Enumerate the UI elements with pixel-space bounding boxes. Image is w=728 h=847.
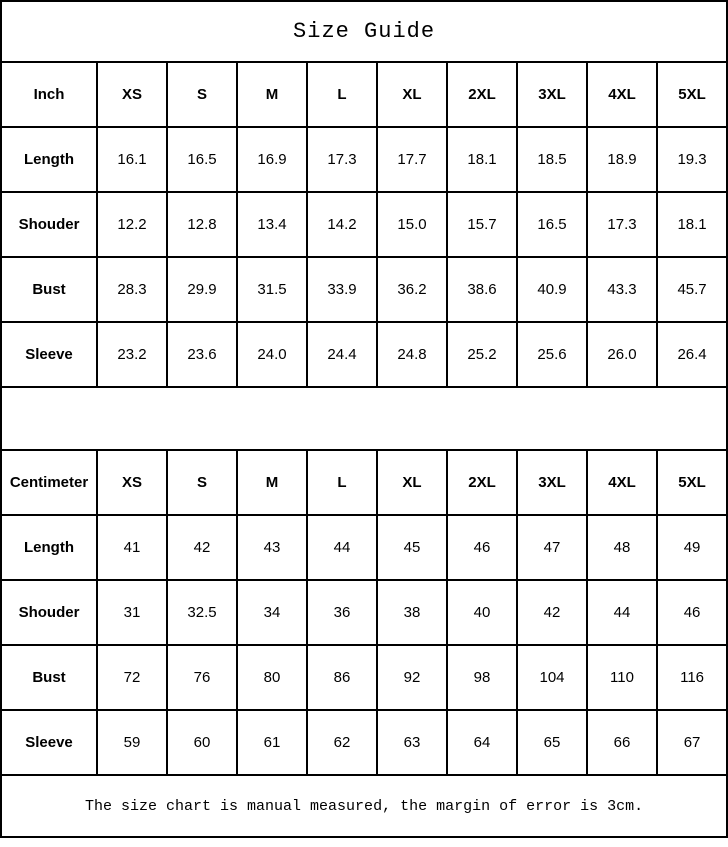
inch-table-row-bust — [1, 257, 727, 322]
value-cell: 14.2 — [307, 192, 377, 257]
cm-table-row-length — [1, 515, 727, 580]
value-cell: 25.2 — [447, 322, 517, 387]
value-cell: 26.4 — [657, 322, 727, 387]
value-cell: 12.2 — [97, 192, 167, 257]
size-header: M — [237, 62, 307, 127]
value-cell: 48 — [587, 515, 657, 580]
value-cell: 33.9 — [307, 257, 377, 322]
value-cell: 44 — [307, 515, 377, 580]
value-cell: 28.3 — [97, 257, 167, 322]
size-header: 4XL — [587, 450, 657, 515]
unit-header: Centimeter — [1, 450, 97, 515]
size-header: XS — [97, 62, 167, 127]
inch-table-row-length — [1, 127, 727, 192]
row-label: Sleeve — [1, 710, 97, 775]
value-cell: 63 — [377, 710, 447, 775]
value-cell: 67 — [657, 710, 727, 775]
size-header: 3XL — [517, 62, 587, 127]
size-header: XS — [97, 450, 167, 515]
value-cell: 43.3 — [587, 257, 657, 322]
footer-row — [1, 775, 727, 837]
size-header: 3XL — [517, 450, 587, 515]
value-cell: 76 — [167, 645, 237, 710]
value-cell: 24.8 — [377, 322, 447, 387]
value-cell: 60 — [167, 710, 237, 775]
size-header: S — [167, 62, 237, 127]
value-cell: 38 — [377, 580, 447, 645]
size-header: L — [307, 62, 377, 127]
cm-table-row-shouder — [1, 580, 727, 645]
value-cell: 16.9 — [237, 127, 307, 192]
value-cell: 25.6 — [517, 322, 587, 387]
value-cell: 98 — [447, 645, 517, 710]
value-cell: 116 — [657, 645, 727, 710]
row-label: Length — [1, 515, 97, 580]
row-label: Shouder — [1, 192, 97, 257]
value-cell: 18.1 — [447, 127, 517, 192]
value-cell: 23.6 — [167, 322, 237, 387]
value-cell: 49 — [657, 515, 727, 580]
row-label: Sleeve — [1, 322, 97, 387]
value-cell: 80 — [237, 645, 307, 710]
value-cell: 13.4 — [237, 192, 307, 257]
size-header: XL — [377, 62, 447, 127]
size-header: XL — [377, 450, 447, 515]
value-cell: 43 — [237, 515, 307, 580]
value-cell: 61 — [237, 710, 307, 775]
value-cell: 32.5 — [167, 580, 237, 645]
value-cell: 41 — [97, 515, 167, 580]
value-cell: 26.0 — [587, 322, 657, 387]
value-cell: 36.2 — [377, 257, 447, 322]
cm-table-header-row — [1, 450, 727, 515]
value-cell: 59 — [97, 710, 167, 775]
value-cell: 46 — [447, 515, 517, 580]
value-cell: 45.7 — [657, 257, 727, 322]
value-cell: 47 — [517, 515, 587, 580]
title-section — [1, 1, 727, 62]
inch-table-header-row — [1, 62, 727, 127]
size-header: S — [167, 450, 237, 515]
size-header: 2XL — [447, 450, 517, 515]
value-cell: 45 — [377, 515, 447, 580]
inch-table-row-shouder — [1, 192, 727, 257]
row-label: Bust — [1, 257, 97, 322]
value-cell: 92 — [377, 645, 447, 710]
value-cell: 18.1 — [657, 192, 727, 257]
value-cell: 64 — [447, 710, 517, 775]
size-header: M — [237, 450, 307, 515]
value-cell: 29.9 — [167, 257, 237, 322]
value-cell: 34 — [237, 580, 307, 645]
value-cell: 62 — [307, 710, 377, 775]
value-cell: 19.3 — [657, 127, 727, 192]
value-cell: 16.5 — [517, 192, 587, 257]
footer-note: The size chart is manual measured, the margin of error is 3cm. — [1, 775, 727, 837]
value-cell: 42 — [167, 515, 237, 580]
spacer-row — [1, 387, 727, 450]
value-cell: 16.1 — [97, 127, 167, 192]
value-cell: 12.8 — [167, 192, 237, 257]
row-label: Length — [1, 127, 97, 192]
size-header: 5XL — [657, 62, 727, 127]
value-cell: 17.3 — [307, 127, 377, 192]
spacer-cell — [1, 387, 727, 450]
value-cell: 42 — [517, 580, 587, 645]
inch-table-row-sleeve — [1, 322, 727, 387]
value-cell: 66 — [587, 710, 657, 775]
footer-section — [1, 775, 727, 837]
value-cell: 38.6 — [447, 257, 517, 322]
value-cell: 18.5 — [517, 127, 587, 192]
value-cell: 72 — [97, 645, 167, 710]
value-cell: 24.0 — [237, 322, 307, 387]
value-cell: 16.5 — [167, 127, 237, 192]
value-cell: 24.4 — [307, 322, 377, 387]
value-cell: 104 — [517, 645, 587, 710]
value-cell: 86 — [307, 645, 377, 710]
size-header: 4XL — [587, 62, 657, 127]
row-label: Shouder — [1, 580, 97, 645]
row-label: Bust — [1, 645, 97, 710]
value-cell: 44 — [587, 580, 657, 645]
size-header: L — [307, 450, 377, 515]
value-cell: 17.7 — [377, 127, 447, 192]
centimeter-table-section — [1, 450, 727, 775]
value-cell: 110 — [587, 645, 657, 710]
cm-table-row-sleeve — [1, 710, 727, 775]
value-cell: 40.9 — [517, 257, 587, 322]
value-cell: 31.5 — [237, 257, 307, 322]
value-cell: 40 — [447, 580, 517, 645]
value-cell: 23.2 — [97, 322, 167, 387]
value-cell: 17.3 — [587, 192, 657, 257]
size-header: 5XL — [657, 450, 727, 515]
value-cell: 46 — [657, 580, 727, 645]
value-cell: 15.0 — [377, 192, 447, 257]
value-cell: 31 — [97, 580, 167, 645]
spacer-section — [1, 387, 727, 450]
value-cell: 65 — [517, 710, 587, 775]
inch-table-section — [1, 62, 727, 387]
value-cell: 15.7 — [447, 192, 517, 257]
cm-table-row-bust — [1, 645, 727, 710]
unit-header: Inch — [1, 62, 97, 127]
page-title: Size Guide — [1, 1, 727, 62]
size-header: 2XL — [447, 62, 517, 127]
title-row — [1, 1, 727, 62]
value-cell: 36 — [307, 580, 377, 645]
value-cell: 18.9 — [587, 127, 657, 192]
